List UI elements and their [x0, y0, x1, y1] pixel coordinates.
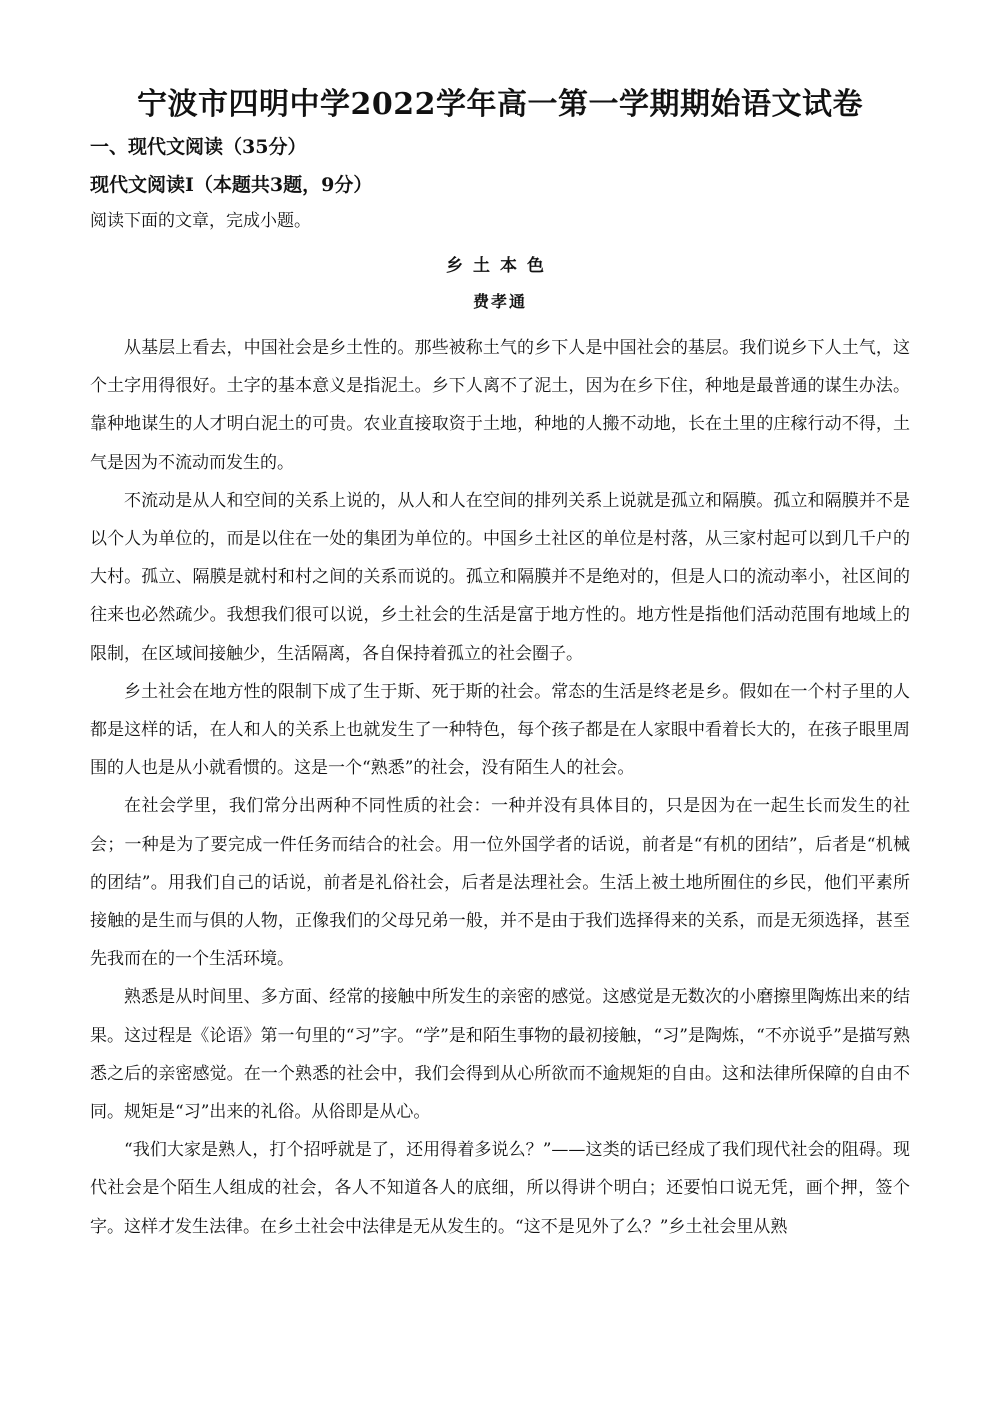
article-paragraph: 在社会学里，我们常分出两种不同性质的社会：一种并没有具体目的，只是因为在一起生长而发生的社会；一种是为了要完成一件任务而结合的社会。用一位外国学者的话说，前者是“有机的团结”，后者是“机械的团结”。用我们自己的话说，前者是礼俗社会，后者是法理社会。生活上被土地所囿住的乡民，他们平素所接触的是生而与俱的人物，正像我们的父母兄弟一般，并不是由于我们选择得来的关系，而是无须选择，甚至先我而在的一个生活环境。	[90, 796, 910, 970]
section-heading: 一、现代文阅读（35分）	[90, 136, 307, 158]
article-paragraph: 熟悉是从时间里、多方面、经常的接触中所发生的亲密的感觉。这感觉是无数次的小磨擦里陶炼出来的结果。这过程是《论语》第一句里的“习”字。“学”是和陌生事物的最初接触，“习”是陶炼，“不亦说乎”是描写熟悉之后的亲密感觉。在一个熟悉的社会中，我们会得到从心所欲而不逾规矩的自由。这和法律所保障的自由不同。规矩是“习”出来的礼俗。从俗即是从心。	[90, 987, 910, 1123]
reading-instruction: 阅读下面的文章，完成小题。	[90, 211, 311, 231]
sub-heading: 现代文阅读Ⅰ（本题共3题，9分）	[90, 174, 373, 196]
article-body	[90, 329, 910, 1246]
article-paragraph: 不流动是从人和空间的关系上说的，从人和人在空间的排列关系上说就是孤立和隔膜。孤立和隔膜并不是以个人为单位的，而是以住在一处的集团为单位的。中国乡土社区的单位是村落，从三家村起可以到几千户的大村。孤立、隔膜是就村和村之间的关系而说的。孤立和隔膜并不是绝对的，但是人口的流动率小，社区间的往来也必然疏少。我想我们很可以说，乡土社会的生活是富于地方性的。地方性是指他们活动范围有地域上的限制，在区域间接触少，生活隔离，各自保持着孤立的社会圈子。	[90, 490, 910, 664]
exam-page	[90, 85, 910, 1246]
exam-title: 宁波市四明中学2022学年高一第一学期期始语文试卷	[137, 87, 863, 122]
article-paragraph: “我们大家是熟人，打个招呼就是了，还用得着多说么？”——这类的话已经成了我们现代社会的阻碍。现代社会是个陌生人组成的社会，各人不知道各人的底细，所以得讲个明白；还要怕口说无凭，画个押，签个字。这样才发生法律。在乡土社会中法律是无从发生的。“这不是见外了么？”乡土社会里从熟	[90, 1140, 910, 1237]
article-paragraph: 从基层上看去，中国社会是乡土性的。那些被称土气的乡下人是中国社会的基层。我们说乡下人土气，这个土字用得很好。土字的基本意义是指泥土。乡下人离不了泥土，因为在乡下住，种地是最普通的谋生办法。靠种地谋生的人才明白泥土的可贵。农业直接取资于土地，种地的人搬不动地，长在土里的庄稼行动不得，土气是因为不流动而发生的。	[90, 338, 910, 473]
article-title: 乡土本色	[446, 256, 554, 276]
article-paragraph: 乡土社会在地方性的限制下成了生于斯、死于斯的社会。常态的生活是终老是乡。假如在一个村子里的人都是这样的话，在人和人的关系上也就发生了一种特色，每个孩子都是在人家眼中看着长大的，在孩子眼里周围的人也是从小就看惯的。这是一个“熟悉”的社会，没有陌生人的社会。	[90, 681, 910, 779]
article-author: 费孝通	[472, 292, 527, 311]
